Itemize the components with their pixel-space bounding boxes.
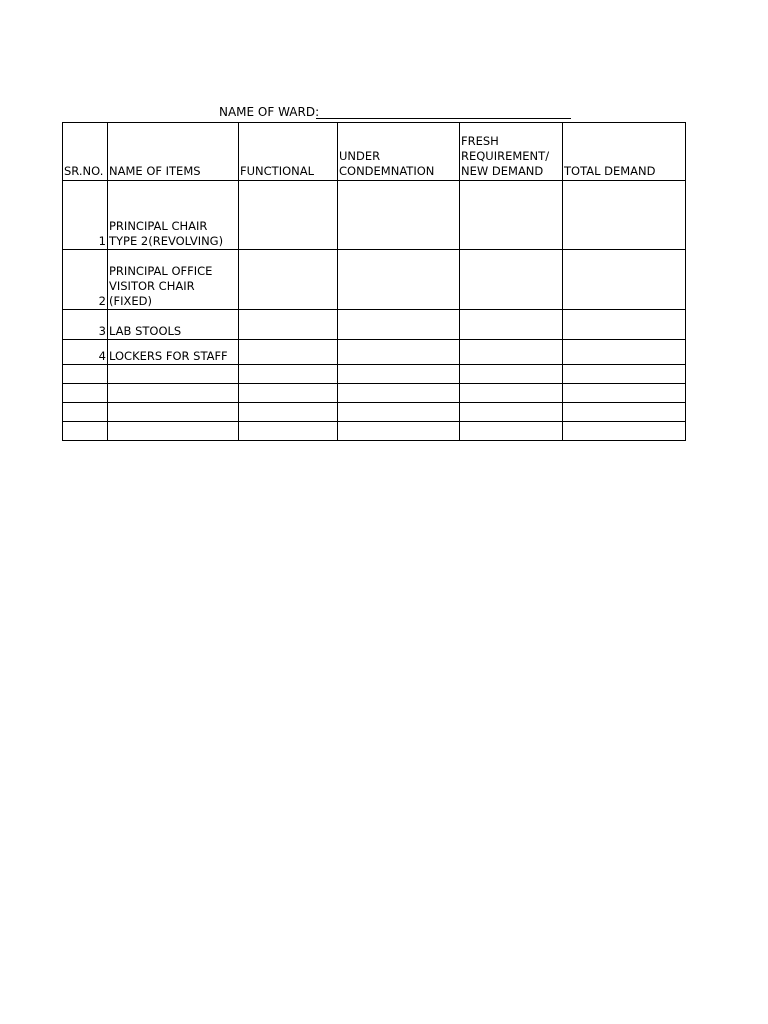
empty-cell[interactable] — [563, 403, 686, 422]
empty-cell[interactable] — [338, 403, 460, 422]
empty-cell[interactable] — [63, 403, 108, 422]
empty-cell[interactable] — [239, 422, 338, 441]
fresh-requirement-cell[interactable] — [460, 181, 563, 250]
empty-cell[interactable] — [338, 384, 460, 403]
total-demand-cell[interactable] — [563, 340, 686, 365]
header-functional: FUNCTIONAL — [239, 123, 338, 181]
under-condemnation-cell[interactable] — [338, 250, 460, 310]
sr-no-cell: 2 — [63, 250, 108, 310]
sr-no-cell: 3 — [63, 310, 108, 340]
functional-cell[interactable] — [239, 181, 338, 250]
ward-name-label: NAME OF WARD: — [219, 105, 320, 119]
total-demand-cell[interactable] — [563, 250, 686, 310]
table-row — [63, 340, 686, 365]
header-sr-no: SR.NO. — [63, 123, 108, 181]
demand-table — [62, 122, 686, 441]
item-name-cell: PRINCIPAL CHAIR TYPE 2(REVOLVING) — [108, 181, 239, 250]
empty-cell[interactable] — [338, 365, 460, 384]
empty-cell[interactable] — [63, 384, 108, 403]
under-condemnation-cell[interactable] — [338, 181, 460, 250]
empty-cell[interactable] — [460, 422, 563, 441]
functional-cell[interactable] — [239, 250, 338, 310]
empty-cell[interactable] — [108, 384, 239, 403]
functional-cell[interactable] — [239, 340, 338, 365]
empty-cell[interactable] — [338, 422, 460, 441]
empty-cell[interactable] — [563, 365, 686, 384]
empty-cell[interactable] — [239, 384, 338, 403]
under-condemnation-cell[interactable] — [338, 310, 460, 340]
empty-table-row — [63, 384, 686, 403]
fresh-requirement-cell[interactable] — [460, 310, 563, 340]
sr-no-cell: 1 — [63, 181, 108, 250]
item-name-cell: LAB STOOLS — [108, 310, 239, 340]
item-name-cell: LOCKERS FOR STAFF — [108, 340, 239, 365]
empty-cell[interactable] — [63, 422, 108, 441]
header-total-demand: TOTAL DEMAND — [563, 123, 686, 181]
functional-cell[interactable] — [239, 310, 338, 340]
empty-cell[interactable] — [460, 365, 563, 384]
under-condemnation-cell[interactable] — [338, 340, 460, 365]
empty-table-row — [63, 403, 686, 422]
header-row — [63, 123, 686, 181]
table-row — [63, 250, 686, 310]
item-name-cell: PRINCIPAL OFFICE VISITOR CHAIR (FIXED) — [108, 250, 239, 310]
table-row — [63, 181, 686, 250]
empty-table-row — [63, 422, 686, 441]
empty-cell[interactable] — [460, 384, 563, 403]
empty-cell[interactable] — [239, 365, 338, 384]
empty-cell[interactable] — [108, 422, 239, 441]
header-name-of-items: NAME OF ITEMS — [108, 123, 239, 181]
header-under-condemnation: UNDER CONDEMNATION — [338, 123, 460, 181]
fresh-requirement-cell[interactable] — [460, 340, 563, 365]
fresh-requirement-cell[interactable] — [460, 250, 563, 310]
empty-cell[interactable] — [63, 365, 108, 384]
ward-name-blank-line — [316, 118, 571, 119]
empty-cell[interactable] — [108, 403, 239, 422]
empty-table-row — [63, 365, 686, 384]
table-row — [63, 310, 686, 340]
empty-cell[interactable] — [563, 422, 686, 441]
empty-cell[interactable] — [239, 403, 338, 422]
sr-no-cell: 4 — [63, 340, 108, 365]
total-demand-cell[interactable] — [563, 310, 686, 340]
total-demand-cell[interactable] — [563, 181, 686, 250]
empty-cell[interactable] — [460, 403, 563, 422]
empty-cell[interactable] — [563, 384, 686, 403]
header-fresh-requirement: FRESH REQUIREMENT/ NEW DEMAND — [460, 123, 563, 181]
empty-cell[interactable] — [108, 365, 239, 384]
